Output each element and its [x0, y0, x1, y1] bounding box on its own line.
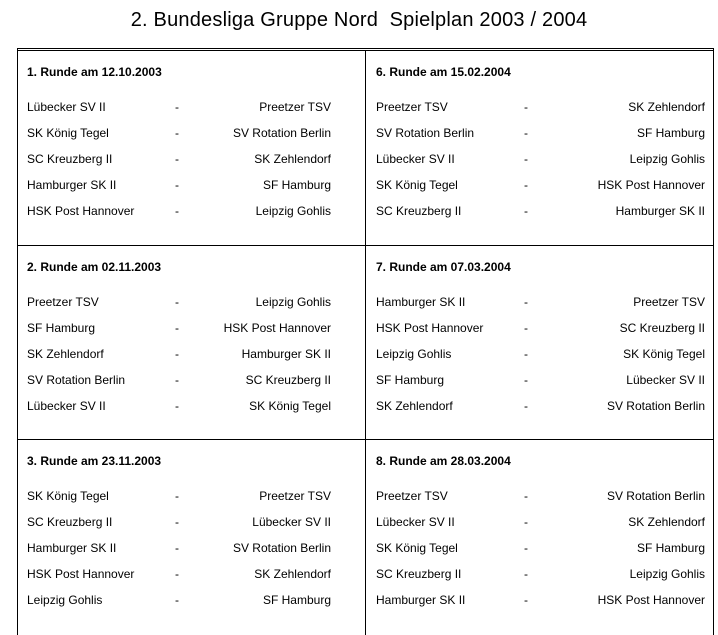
home-team: Hamburger SK II	[27, 541, 117, 555]
match-separator: -	[175, 347, 179, 361]
match-row	[366, 541, 714, 557]
home-team: Preetzer TSV	[27, 295, 99, 309]
match-separator: -	[524, 152, 528, 166]
away-team: Leipzig Gohlis	[255, 295, 331, 309]
match-row	[366, 373, 714, 389]
round-block	[17, 51, 365, 245]
away-team: SK König Tegel	[249, 399, 331, 413]
match-row	[17, 567, 365, 583]
match-separator: -	[175, 373, 179, 387]
away-team: SK Zehlendorf	[254, 152, 331, 166]
match-separator: -	[524, 515, 528, 529]
match-separator: -	[175, 152, 179, 166]
home-team: HSK Post Hannover	[27, 204, 135, 218]
match-row	[366, 178, 714, 194]
match-separator: -	[524, 489, 528, 503]
match-row	[17, 489, 365, 505]
match-row	[17, 100, 365, 116]
match-separator: -	[524, 100, 528, 114]
round-title: 7. Runde am 07.03.2004	[376, 260, 511, 274]
match-row	[17, 152, 365, 168]
match-separator: -	[524, 321, 528, 335]
home-team: Preetzer TSV	[376, 489, 448, 503]
away-team: SV Rotation Berlin	[232, 541, 331, 555]
round-title: 8. Runde am 28.03.2004	[376, 454, 511, 468]
home-team: SK Zehlendorf	[27, 347, 104, 361]
away-team: SF Hamburg	[262, 178, 331, 192]
round-title: 6. Runde am 15.02.2004	[376, 65, 511, 79]
match-separator: -	[524, 567, 528, 581]
home-team: Lübecker SV II	[27, 399, 106, 413]
match-separator: -	[175, 204, 179, 218]
match-separator: -	[524, 178, 528, 192]
match-separator: -	[175, 399, 179, 413]
away-team: Leipzig Gohlis	[629, 567, 705, 581]
match-separator: -	[175, 100, 179, 114]
home-team: HSK Post Hannover	[376, 321, 484, 335]
match-row	[366, 152, 714, 168]
home-team: SC Kreuzberg II	[27, 152, 113, 166]
round-title: 2. Runde am 02.11.2003	[27, 260, 162, 274]
round-title: 3. Runde am 23.11.2003	[27, 454, 162, 468]
away-team: Hamburger SK II	[241, 347, 331, 361]
match-row	[17, 126, 365, 142]
home-team: Lübecker SV II	[376, 515, 455, 529]
match-row	[17, 593, 365, 609]
away-team: Preetzer TSV	[259, 100, 331, 114]
match-separator: -	[175, 515, 179, 529]
home-team: HSK Post Hannover	[27, 567, 135, 581]
away-team: Lübecker SV II	[252, 515, 331, 529]
match-separator: -	[175, 489, 179, 503]
away-team: Hamburger SK II	[615, 204, 705, 218]
away-team: SC Kreuzberg II	[245, 373, 331, 387]
match-separator: -	[175, 593, 179, 607]
match-separator: -	[524, 541, 528, 555]
away-team: SV Rotation Berlin	[606, 399, 705, 413]
away-team: SC Kreuzberg II	[619, 321, 705, 335]
home-team: SK König Tegel	[376, 178, 458, 192]
away-team: HSK Post Hannover	[597, 178, 705, 192]
home-team: SK König Tegel	[376, 541, 458, 555]
match-separator: -	[175, 126, 179, 140]
match-separator: -	[175, 321, 179, 335]
match-row	[366, 347, 714, 363]
round-block	[17, 246, 365, 440]
away-team: SK Zehlendorf	[628, 515, 705, 529]
match-row	[366, 321, 714, 337]
away-team: SF Hamburg	[636, 541, 705, 555]
away-team: HSK Post Hannover	[597, 593, 705, 607]
home-team: Leipzig Gohlis	[27, 593, 103, 607]
home-team: SK König Tegel	[27, 126, 109, 140]
match-separator: -	[175, 295, 179, 309]
away-team: SF Hamburg	[262, 593, 331, 607]
round-title: 1. Runde am 12.10.2003	[27, 65, 162, 79]
round-block	[366, 440, 714, 634]
match-separator: -	[175, 541, 179, 555]
match-separator: -	[524, 295, 528, 309]
away-team: SK Zehlendorf	[254, 567, 331, 581]
match-row	[17, 399, 365, 415]
match-row	[366, 399, 714, 415]
home-team: Hamburger SK II	[27, 178, 117, 192]
match-row	[366, 489, 714, 505]
away-team: HSK Post Hannover	[223, 321, 331, 335]
match-separator: -	[524, 347, 528, 361]
match-separator: -	[524, 204, 528, 218]
home-team: SV Rotation Berlin	[376, 126, 475, 140]
home-team: SK Zehlendorf	[376, 399, 453, 413]
match-row	[17, 515, 365, 531]
match-row	[17, 373, 365, 389]
away-team: SV Rotation Berlin	[606, 489, 705, 503]
away-team: SK Zehlendorf	[628, 100, 705, 114]
match-row	[366, 593, 714, 609]
away-team: SV Rotation Berlin	[232, 126, 331, 140]
home-team: SC Kreuzberg II	[376, 567, 462, 581]
round-block	[17, 440, 365, 634]
match-separator: -	[175, 567, 179, 581]
home-team: SF Hamburg	[376, 373, 445, 387]
home-team: Lübecker SV II	[27, 100, 106, 114]
match-row	[17, 204, 365, 220]
match-row	[366, 204, 714, 220]
page-title: 2. Bundesliga Gruppe Nord Spielplan 2003 / 2004	[130, 9, 588, 31]
match-separator: -	[524, 399, 528, 413]
match-row	[17, 541, 365, 557]
match-row	[17, 347, 365, 363]
match-separator: -	[175, 178, 179, 192]
home-team: SC Kreuzberg II	[27, 515, 113, 529]
home-team: SC Kreuzberg II	[376, 204, 462, 218]
away-team: Preetzer TSV	[633, 295, 705, 309]
home-team: Hamburger SK II	[376, 295, 466, 309]
match-row	[366, 100, 714, 116]
match-row	[366, 295, 714, 311]
match-row	[17, 321, 365, 337]
match-row	[366, 567, 714, 583]
home-team: Hamburger SK II	[376, 593, 466, 607]
home-team: SF Hamburg	[27, 321, 96, 335]
match-row	[366, 515, 714, 531]
away-team: SF Hamburg	[636, 126, 705, 140]
match-separator: -	[524, 593, 528, 607]
match-row	[17, 295, 365, 311]
away-team: Leipzig Gohlis	[629, 152, 705, 166]
home-team: Lübecker SV II	[376, 152, 455, 166]
away-team: SK König Tegel	[623, 347, 705, 361]
away-team: Preetzer TSV	[259, 489, 331, 503]
round-block	[366, 51, 714, 245]
match-separator: -	[524, 126, 528, 140]
round-block	[366, 246, 714, 440]
away-team: Leipzig Gohlis	[255, 204, 331, 218]
match-separator: -	[524, 373, 528, 387]
match-row	[17, 178, 365, 194]
home-team: SK König Tegel	[27, 489, 109, 503]
home-team: Leipzig Gohlis	[376, 347, 452, 361]
home-team: Preetzer TSV	[376, 100, 448, 114]
home-team: SV Rotation Berlin	[27, 373, 126, 387]
match-row	[366, 126, 714, 142]
away-team: Lübecker SV II	[626, 373, 705, 387]
